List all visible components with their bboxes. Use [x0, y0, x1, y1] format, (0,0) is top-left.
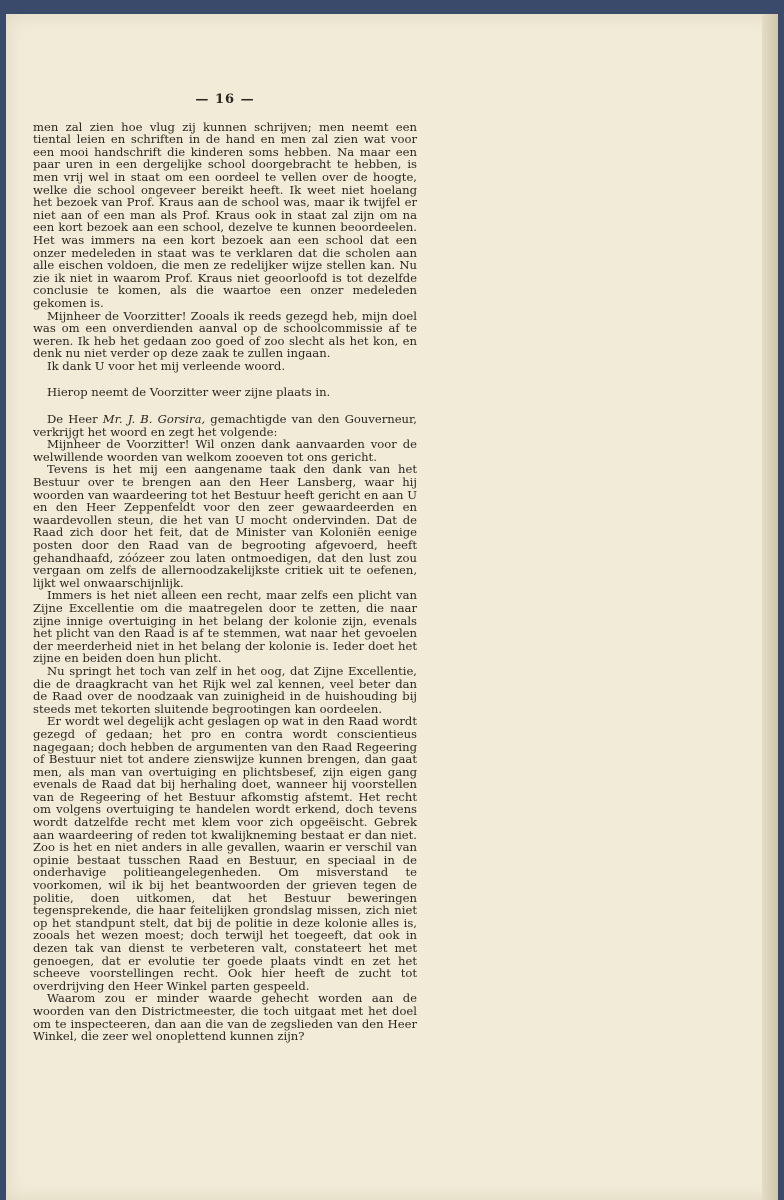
- paragraph: men zal zien hoe vlug zij kunnen schrijven; men neemt een tiental leien en schriften in de hand en men zal zien wat voor een mooi handschrift die kinderen soms hebben. Na maar een paar uren in een dergelijke school doorgebracht te hebben, is men vrij wel in staat om een oordeel te vellen over de hoogte, welke die school ongeveer bereikt heeft. Ik weet niet hoelang het bezoek van Prof. Kraus aan de school was, maar ik twijfel er niet aan of een man als Prof. Kraus ook in staat zal zijn om na een kort bezoek aan een school, dezelve te kunnen beoordeelen. Het was immers na een kort bezoek aan een school dat een onzer medeleden in staat was te verklaren dat die scholen aan alle eischen voldoen, die men ze redelijker wijze stellen kan. Nu zie ik niet in waarom Prof. Kraus niet geoorloofd is tot dezelfde conclusie te komen, als die waartoe een onzer medeleden gekomen is.: [33, 119, 417, 310]
- paragraph: Mijnheer de Voorzitter! Wil onzen dank aanvaarden voor de welwillende woorden van welkom zooeven tot ons gericht.: [33, 437, 417, 464]
- paragraph: Immers is het niet alleen een recht, maar zelfs een plicht van Zijne Excellentie om die maatregelen door te zetten, die naar zijne innige overtuiging in het belang der kolonie zijn, evenals het plicht van den Raad is af te stemmen, wat naar het gevoelen der meerderheid niet in het belang der kolonie is. Ieder doet het zijne en beiden doen hun plicht.: [33, 588, 417, 666]
- text-column: [33, 84, 417, 1043]
- paragraph: Hierop neemt de Voorzitter weer zijne plaats in.: [47, 385, 331, 400]
- paragraph: Mijnheer de Voorzitter! Zooals ik reeds gezegd heb, mijn doel was om een onverdienden aanval op de schoolcommissie af te weren. Ik heb het gedaan zoo goed of zoo slecht als het kon, en denk nu niet verder op deze zaak te zullen ingaan.: [33, 308, 417, 361]
- document-page: [6, 14, 778, 1200]
- page-edge: [762, 14, 778, 1200]
- page-number: — 16 —: [195, 92, 255, 107]
- speaker-intro-prefix: De Heer: [47, 412, 103, 427]
- speaker-name: Mr. J. B. Gorsira,: [102, 412, 206, 427]
- paragraph: Nu springt het toch van zelf in het oog, dat Zijne Excellentie, die de draagkracht van het Rijk wel zal kennen, veel beter dan de Raad over de noodzaak van zuinigheid in de huishouding bij steeds met tekorten sluitende begrootingen kan oordeelen.: [33, 663, 417, 716]
- speaker-intro-suffix: gemachtigde van den Gouverneur, verkrijgt het woord en zegt het volgende:: [33, 412, 417, 439]
- paragraph-speaker-intro: [33, 413, 417, 438]
- paragraph: Tevens is het mij een aangename taak den dank van het Bestuur over te brengen aan den Heer Lansberg, waar hij woorden van waardeering tot het Bestuur heeft gericht en aan U en den Heer Zeppenfeldt voor den zeer gewaardeerden en waardevollen steun, die het van U mocht ondervinden. Dat de Raad zich door het feit, dat de Minister van Koloniën eenige posten door den Raad van de begrooting afgevoerd, heeft gehandhaafd, zóózeer zou laten ontmoedigen, dat den lust zou vergaan om zelfs de allernoodzakelijkste critiek uit te oefenen, lijkt wel onwaarschijnlijk.: [33, 462, 417, 590]
- paragraph: Ik dank U voor het mij verleende woord.: [47, 358, 286, 373]
- paragraph: Waarom zou er minder waarde gehecht worden aan de woorden van den Districtmeester, die toch uitgaat met het doel om te inspecteeren, dan aan die van de zegslieden van den Heer Winkel, die zeer wel onoplettend kunnen zijn?: [33, 991, 417, 1044]
- paragraph: Er wordt wel degelijk acht geslagen op wat in den Raad wordt gezegd of gedaan; het pro en contra wordt conscientieus nagegaan; doch hebben de argumenten van den Raad Regeering of Bestuur niet tot andere zienswijze kunnen brengen, dan gaat men, als man van overtuiging en plichtsbesef, zijn eigen gang evenals de Raad dat bij herhaling doet, wanneer hij voorstellen van de Regeering of het Bestuur afkomstig afstemt. Het recht om volgens overtuiging te handelen wordt erkend, doch tevens wordt datzelfde recht met klem voor zich opgeëischt. Gebrek aan waardeering of reden tot kwalijkneming bestaat er dan niet. Zoo is het en niet anders in alle gevallen, waarin er verschil van opinie bestaat tusschen Raad en Bestuur, en speciaal in de onderhavige politieangelegenheden. Om misverstand te voorkomen, wil ik bij het beantwoorden der grieven tegen de politie, doen uitkomen, dat het Bestuur beweringen tegensprekende, die haar feitelijken grondslag missen, zich niet op het standpunt stelt, dat bij de politie in deze kolonie alles is, zooals het wezen moest; doch terwijl het toegeeft, dat ook in dezen tak van dienst te verbeteren valt, constateert het met genoegen, dat er evolutie ter goede plaats vindt en zet het scheeve voorstellingen recht. Ook hier heeft de zucht tot overdrijving den Heer Winkel parten gespeeld.: [33, 714, 417, 993]
